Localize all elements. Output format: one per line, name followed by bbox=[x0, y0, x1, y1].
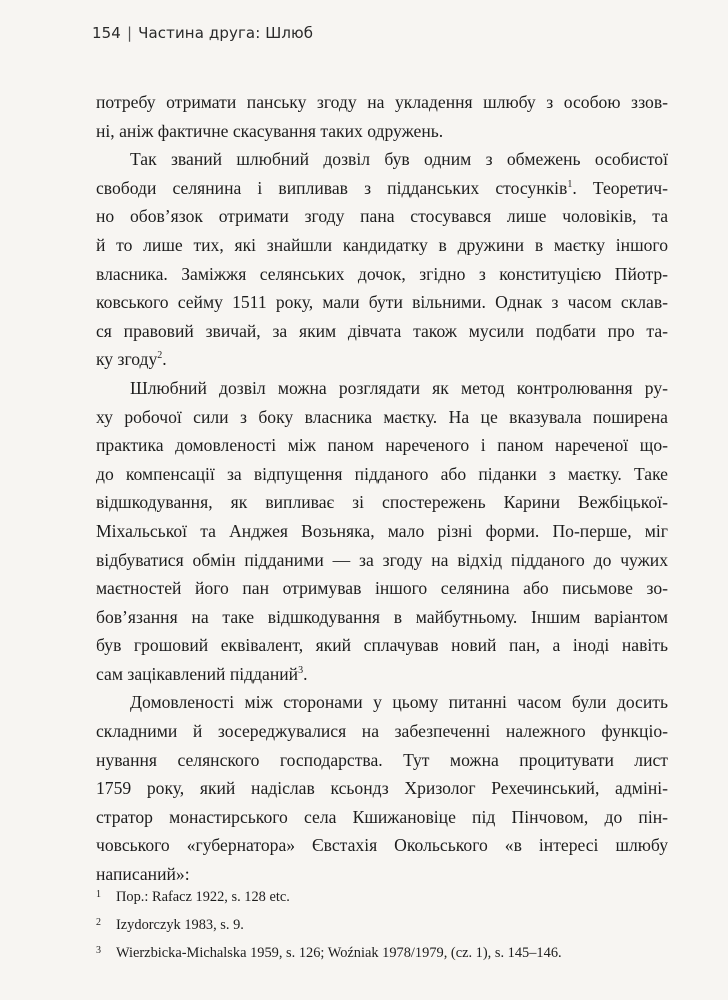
text-fragment: . Теоретич- bbox=[572, 177, 668, 198]
text-line: власника. Заміжжя селянських дочок, згідно з конституцією Пйотр- bbox=[96, 263, 668, 284]
text-line: складними й зосереджувалися на забезпеченні належного функціо- bbox=[96, 721, 668, 742]
footnote bbox=[96, 938, 668, 966]
footnote-number: 2 bbox=[96, 917, 101, 928]
paragraph bbox=[96, 145, 668, 374]
text-line: відбуватися обмін підданими — за згоду на відхід підданого до чужих bbox=[96, 549, 668, 570]
text-line: був грошовий еквівалент, який сплачував новий пан, а іноді навіть bbox=[96, 635, 668, 656]
footnote-marker[interactable]: 1 bbox=[567, 178, 573, 190]
body-text bbox=[96, 88, 668, 889]
text-fragment: сам зацікавлений підданий bbox=[96, 663, 299, 684]
text-line: до компенсації за відпущення підданого або піданки з маєтку. Таке bbox=[96, 463, 668, 484]
paragraph bbox=[96, 374, 668, 689]
running-head-separator: | bbox=[126, 24, 133, 42]
text-line: ся правовий звичай, за яким дівчата також мусили подбати про та- bbox=[96, 320, 668, 341]
footnote-number: 1 bbox=[96, 889, 101, 900]
text-line: практика домовленості між паном нареченого і паном нареченої що- bbox=[96, 435, 668, 456]
text-line: Шлюбний дозвіл можна розглядати як метод контролювання ру- bbox=[130, 377, 668, 398]
footnote-number: 3 bbox=[96, 945, 101, 956]
text-line bbox=[96, 174, 668, 203]
text-line: потребу отримати панську згоду на укладення шлюбу з особою ззов- bbox=[96, 92, 668, 112]
text-line: 1759 року, який надіслав ксьондз Хризолог Рехечинський, адміні- bbox=[96, 778, 668, 799]
footnote-marker[interactable]: 2 bbox=[157, 350, 163, 362]
text-line: Домовленості між сторонами у цьому питанні часом були досить bbox=[130, 692, 668, 713]
text-line: маєтностей його пан отримував іншого селянина або письмове зо- bbox=[96, 578, 668, 599]
text-line: ху робочої сили з боку власника маєтку. На це вказувала поширена bbox=[96, 406, 668, 427]
footnotes bbox=[96, 882, 668, 966]
text-line: Міхальської та Анджея Возьняка, мало різні форми. По-перше, міг bbox=[96, 520, 668, 541]
text-line: сам зацікавлений підданий$^3$. bbox=[96, 663, 308, 684]
footnote bbox=[96, 882, 668, 910]
text-line: Так званий шлюбний дозвіл був одним з обмежень особистої bbox=[130, 149, 668, 170]
page-number: 154 bbox=[92, 24, 121, 42]
footnote-text: Wierzbicka-Michalska 1959, s. 126; Woźniak 1978/1979, (cz. 1), s. 145–146. bbox=[116, 945, 562, 961]
paragraph bbox=[96, 88, 668, 145]
footnote-text: Izydorczyk 1983, s. 9. bbox=[116, 917, 244, 933]
text-line: написаний»: bbox=[96, 864, 190, 885]
text-line: відшкодування, як випливає зі спостережень Карини Вежбіцької- bbox=[96, 492, 668, 513]
text-line: нування селянского господарства. Тут можна процитувати лист bbox=[96, 749, 668, 770]
text-fragment: свободи селянина і випливав з підданських стосунків bbox=[96, 177, 568, 198]
text-line: ковського сейму 1511 року, мали бути вільними. Однак з часом склав- bbox=[96, 292, 668, 313]
text-line: ні, аніж фактичне скасування таких одружень. bbox=[96, 120, 444, 141]
text-line: й то лише тих, які знайшли кандидатку в дружини в маєтку іншого bbox=[96, 234, 668, 255]
text-line: бов’язання на таке відшкодування в майбутньому. Іншим варіантом bbox=[96, 606, 668, 627]
paragraph bbox=[96, 688, 668, 888]
section-title: Частина друга: Шлюб bbox=[138, 24, 314, 42]
footnote-text: Пор.: Rafacz 1922, s. 128 etc. bbox=[116, 889, 290, 905]
footnote bbox=[96, 910, 668, 938]
text-line: човського «губернатора» Євстахія Окольського «в інтересі шлюбу bbox=[96, 835, 668, 856]
running-head bbox=[92, 24, 313, 42]
text-line: стратор монастирського села Кшижановіце під Пінчовом, до пін- bbox=[96, 806, 668, 827]
text-fragment: ку згоду bbox=[96, 349, 158, 370]
footnote-marker[interactable]: 3 bbox=[298, 664, 304, 676]
text-line: но обов’язок отримати згоду пана стосувався лише чоловіків, та bbox=[96, 206, 668, 227]
text-line: ку згоду$^2$. bbox=[96, 349, 167, 370]
